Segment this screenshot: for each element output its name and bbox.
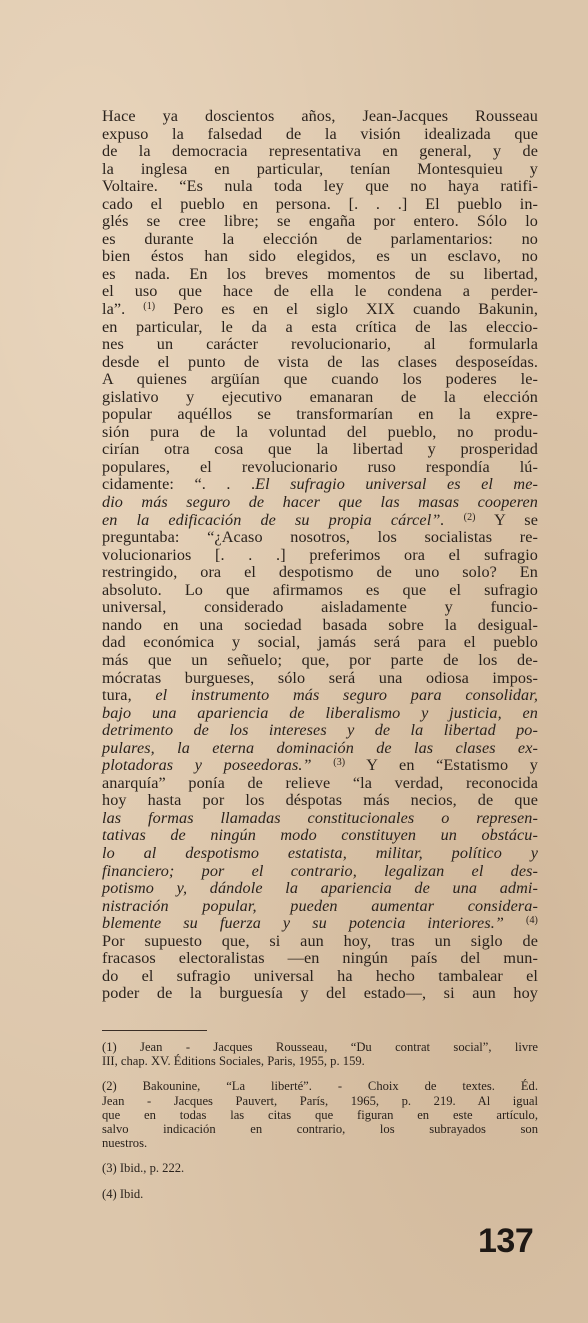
- footnote-line: que en todas las citas que figuran en este artículo,: [102, 1107, 538, 1122]
- text-line: detrimento de los intereses y de la libertad po-: [102, 721, 538, 740]
- text-line: cidamente: “. . .El sufragio universal es el me-: [102, 475, 538, 494]
- footnote-ref: (3): [333, 757, 346, 769]
- text-line: nistración popular, pueden aumentar considera-: [102, 896, 538, 915]
- page-number: 137: [478, 1222, 534, 1260]
- footnote-line: (3) Ibid., p. 222.: [102, 1161, 185, 1176]
- text-line: cirían otra cosa que la libertad y prosperidad: [102, 440, 538, 459]
- footnote-line: (4) Ibid.: [102, 1186, 144, 1201]
- text-line: A quienes argüían que cuando los poderes le-: [102, 370, 538, 389]
- text-line: do el sufragio universal ha hecho tambalear el: [102, 966, 538, 985]
- text-line: nes un carácter revolucionario, al formularla: [102, 335, 538, 354]
- footnote-line: (2) Bakounine, “La liberté”. - Choix de textes. Éd.: [102, 1079, 538, 1094]
- text-line: de la democracia representativa en general, y de: [102, 142, 538, 161]
- footnotes: [102, 1040, 538, 1212]
- text-line: poder de la burguesía y del estado—, si aun hoy: [102, 984, 538, 1003]
- footnote-ref: (2): [463, 511, 476, 523]
- text-line: bajo una apariencia de liberalismo y justicia, en: [102, 703, 538, 722]
- text-line: dad económica y social, jamás será para el pueblo: [102, 633, 538, 652]
- text-line: hoy hasta por los déspotas más necios, de que: [102, 791, 538, 810]
- text-line: expuso la falsedad de la visión idealizada que: [102, 124, 538, 143]
- text-line: plotadoras y poseedoras.” $^{(3)}$ Y en “Estatismo y: [102, 756, 538, 775]
- text-line: cado el pueblo en persona. [. . .] El pueblo in-: [102, 194, 538, 213]
- text-line: en la edificación de su propia cárcel”. $^{(2)}$ Y se: [102, 510, 538, 529]
- text-line: nando en una sociedad basada sobre la desigual-: [102, 615, 538, 634]
- text-line: blemente su fuerza y su potencia interiores.” $^{(4)}$: [102, 914, 538, 933]
- text-line: tura, el instrumento más seguro para consolidar,: [102, 686, 538, 705]
- text-line: la inglesa en particular, tenían Montesquieu y: [102, 159, 538, 178]
- footnote-line: (1) Jean - Jacques Rousseau, “Du contrat social”, livre: [102, 1040, 538, 1054]
- text-line: en particular, le da a esta crítica de las eleccio-: [102, 317, 538, 336]
- text-line: potismo y, dándole la apariencia de una admi-: [102, 879, 538, 898]
- text-line: fracasos electoralistas —en ningún país del mun-: [102, 949, 538, 968]
- footnote-line: III, chap. XV. Éditions Sociales, Paris, 1955, p. 159.: [102, 1054, 365, 1069]
- footnote-ref: (1): [143, 301, 156, 313]
- text-line: sión pura de la voluntad del pueblo, no produ-: [102, 422, 538, 441]
- text-line: Por supuesto que, si aun hoy, tras un siglo de: [102, 931, 538, 950]
- text-line: las formas llamadas constitucionales o represen-: [102, 808, 538, 827]
- body-text: [102, 108, 538, 1003]
- text-line: preguntaba: “¿Acaso nosotros, los socialistas re-: [102, 528, 538, 547]
- text-line: la”. $^{(1)}$ Pero es en el siglo XIX cuando Bakunin,: [102, 300, 539, 319]
- text-line: lo al despotismo estatista, militar, político y: [102, 843, 538, 862]
- text-line: financiero; por el contrario, legalizan el des-: [102, 861, 538, 880]
- text-line: pulares, la eterna dominación de las clases ex-: [102, 738, 538, 757]
- footnote-divider: [102, 1030, 207, 1031]
- text-line: bien éstos han sido elegidos, es un esclavo, no: [102, 247, 538, 266]
- footnote-line: Jean - Jacques Pauvert, París, 1965, p. 219. Al igual: [102, 1093, 538, 1108]
- text-line: desde el punto de vista de las clases desposeídas.: [102, 352, 538, 371]
- text-line: Hace ya doscientos años, Jean-Jacques Rousseau: [102, 107, 538, 125]
- text-line: Voltaire. “Es nula toda ley que no haya ratifi-: [102, 177, 538, 196]
- text-line: es durante la elección de parlamentarios: no: [102, 229, 538, 248]
- footnote-3: [102, 1161, 538, 1175]
- text-line: más que un señuelo; que, por parte de los de-: [102, 650, 538, 669]
- text-line: tativas de ningún modo constituyen un obstácu-: [102, 826, 538, 845]
- footnote-line: salvo indicación en contrario, los subrayados son: [102, 1122, 538, 1137]
- text-line: glés se cree libre; se engaña por entero. Sólo lo: [102, 212, 538, 231]
- text-line: popular aquéllos se transformarían en la expre-: [102, 405, 538, 424]
- text-line: gislativo y ejecutivo emanaran de la elección: [102, 387, 538, 406]
- text-line: el uso que hace de ella le condena a perder-: [102, 282, 538, 301]
- text-line: mócratas burgueses, sólo será una odiosa impos-: [102, 668, 538, 687]
- text-line: anarquía” ponía de relieve “la verdad, reconocida: [102, 773, 538, 792]
- footnote-line: nuestros.: [102, 1136, 148, 1151]
- text-line: es nada. En los breves momentos de su libertad,: [102, 264, 538, 283]
- footnote-4: [102, 1187, 538, 1201]
- text-line: volucionarios [. . .] preferimos ora el sufragio: [102, 545, 538, 564]
- text-line: absoluto. Lo que afirmamos es que el sufragio: [102, 580, 538, 599]
- text-line: universal, considerado aisladamente y funcio-: [102, 598, 538, 617]
- text-line: restringido, ora el despotismo de uno solo? En: [102, 563, 538, 582]
- footnote-ref: (4): [526, 915, 538, 927]
- text-line: populares, el revolucionario ruso respondía lú-: [102, 457, 538, 476]
- footnote-1: [102, 1040, 538, 1068]
- text-line: dio más seguro de hacer que las masas cooperen: [102, 493, 538, 512]
- footnote-2: [102, 1079, 538, 1150]
